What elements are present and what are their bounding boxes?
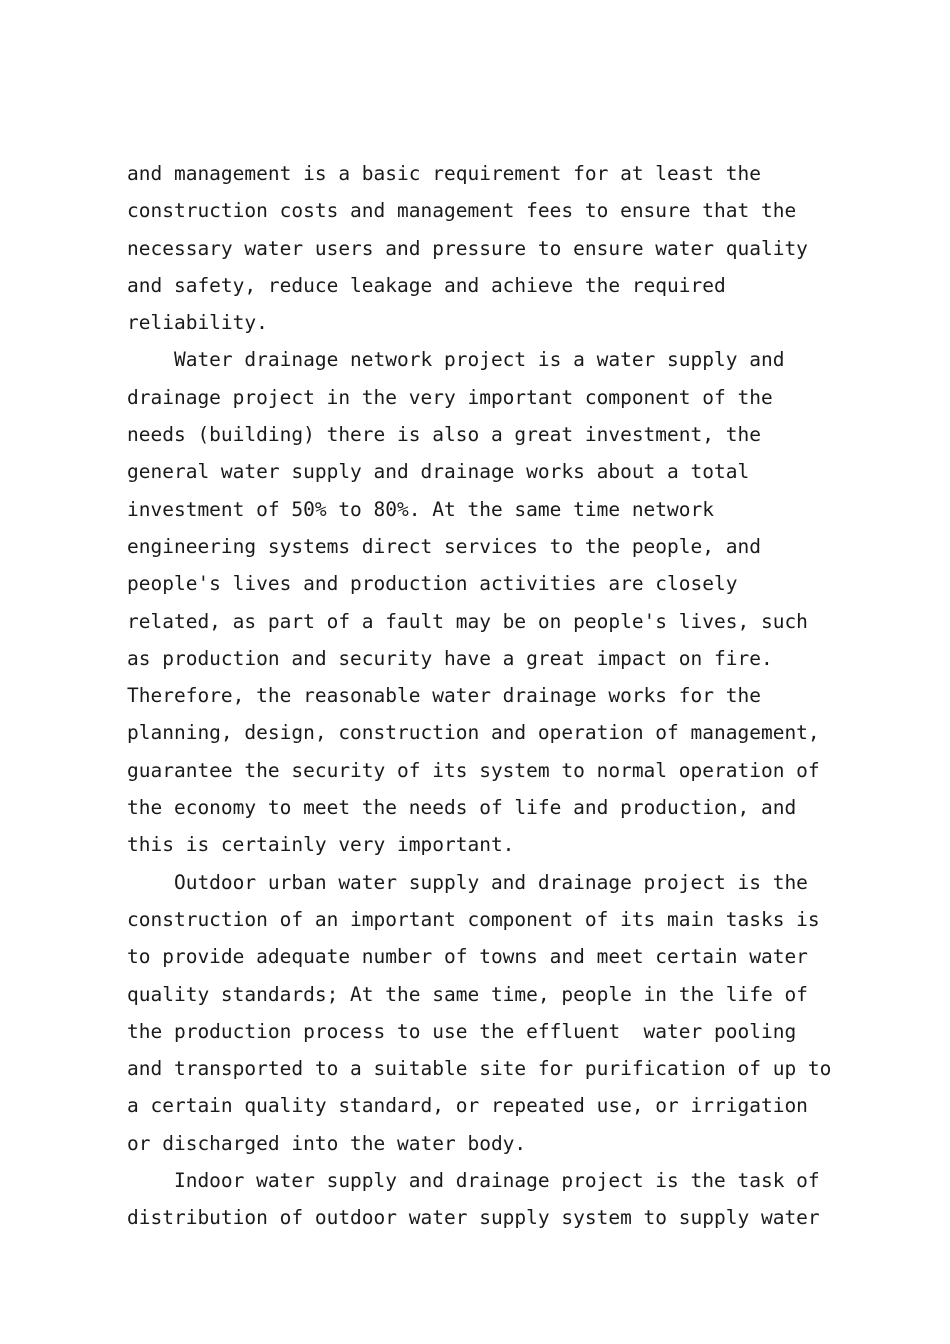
text-line: related, as part of a fault may be on people's lives, such <box>127 609 808 633</box>
text-line: and safety, reduce leakage and achieve the required <box>127 273 726 297</box>
document-body <box>127 155 867 1237</box>
text-line: and transported to a suitable site for purification of up to <box>127 1057 832 1081</box>
text-line: reliability. <box>127 311 268 335</box>
text-line: engineering systems direct services to the people, and <box>127 534 761 558</box>
text-line: and management is a basic requirement for at least the <box>127 162 761 185</box>
text-line: construction costs and management fees to ensure that the <box>127 199 797 223</box>
paragraph-1 <box>127 155 867 341</box>
text-line: Water drainage network project is a water supply and <box>127 348 785 372</box>
paragraph-2 <box>127 341 867 863</box>
text-line: needs (building) there is also a great investment, the <box>127 423 761 447</box>
text-line: as production and security have a great impact on fire. <box>127 646 773 670</box>
text-line: people's lives and production activities are closely <box>127 572 738 596</box>
text-line: distribution of outdoor water supply system to supply water <box>127 1206 820 1230</box>
text-line: construction of an important component of its main tasks is <box>127 907 820 931</box>
text-line: the economy to meet the needs of life and production, and <box>127 796 797 820</box>
text-line: a certain quality standard, or repeated use, or irrigation <box>127 1094 808 1118</box>
text-line: this is certainly very important. <box>127 833 515 857</box>
text-line: to provide adequate number of towns and meet certain water <box>127 945 808 969</box>
paragraph-4 <box>127 1162 867 1237</box>
text-line: or discharged into the water body. <box>127 1131 527 1155</box>
text-line: necessary water users and pressure to ensure water quality <box>127 236 808 260</box>
text-line: general water supply and drainage works about a total <box>127 460 750 484</box>
text-line: drainage project in the very important component of the <box>127 385 773 409</box>
paragraph-3 <box>127 864 867 1162</box>
text-line: Therefore, the reasonable water drainage works for the <box>127 684 761 708</box>
text-line: the production process to use the effluent water pooling <box>127 1019 797 1043</box>
text-line: quality standards; At the same time, people in the life of <box>127 982 808 1006</box>
text-line: investment of 50% to 80%. At the same time network <box>127 497 714 521</box>
text-line: planning, design, construction and operation of management, <box>127 721 820 745</box>
text-line: Indoor water supply and drainage project is the task of <box>127 1169 820 1193</box>
text-line: Outdoor urban water supply and drainage project is the <box>127 870 808 894</box>
text-line: guarantee the security of its system to normal operation of <box>127 758 820 782</box>
